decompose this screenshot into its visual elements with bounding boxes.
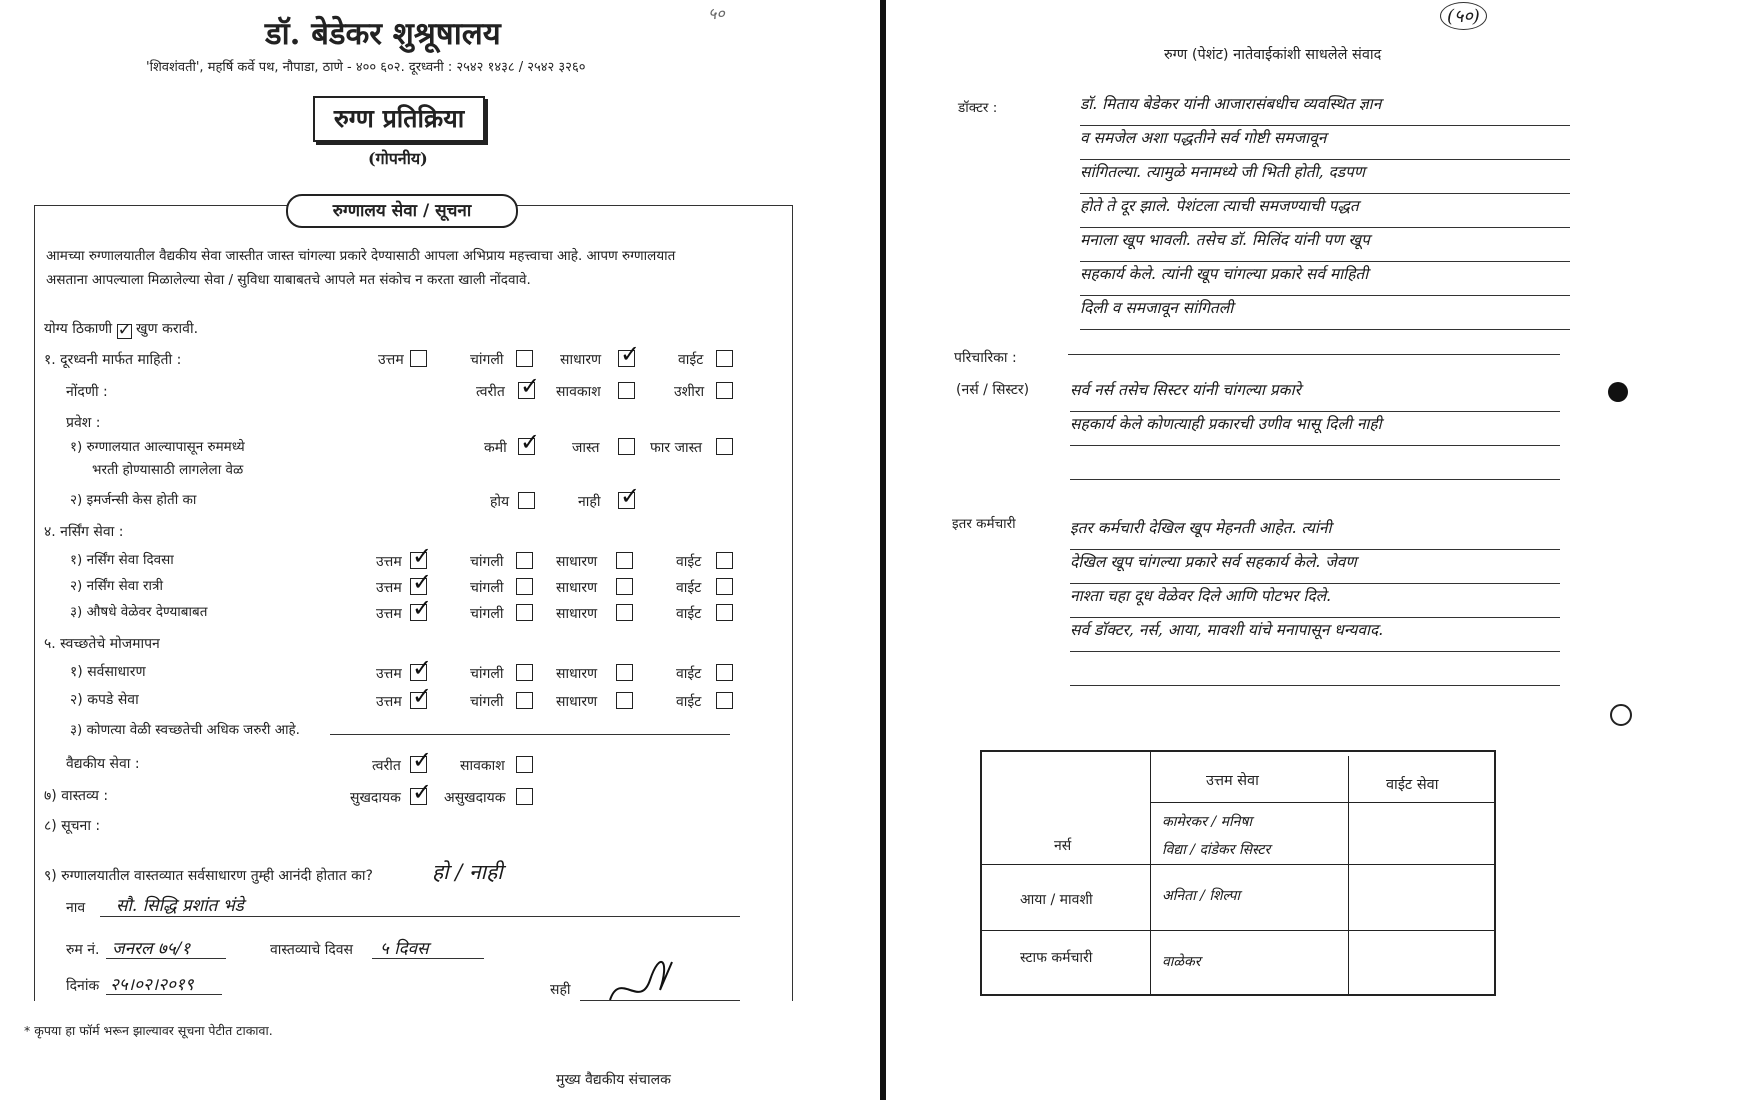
- signature-scribble: [600, 950, 680, 1010]
- q5-1-good-checkbox[interactable]: [516, 664, 533, 681]
- q1-bad-checkbox[interactable]: [716, 350, 733, 367]
- form-title-box: [313, 96, 485, 142]
- q5-2-bad-checkbox[interactable]: [716, 692, 733, 709]
- q4-nursing: ४. नर्सिंग सेवा :: [44, 524, 124, 540]
- conversation-heading: रुग्ण (पेशंट) नातेवाईकांशी साधलेले संवाद: [1164, 47, 1382, 63]
- other-staff-blank-line: [1070, 652, 1560, 686]
- q5-1-average-label: साधारण: [556, 666, 598, 682]
- table-row-aaya-label: आया / मावशी: [1020, 892, 1093, 908]
- q3-less-checkbox[interactable]: [518, 438, 535, 455]
- page-number-mark: ५०: [708, 4, 725, 23]
- q1-excellent-label: उत्तम: [378, 352, 404, 368]
- other-staff-line: इतर कर्मचारी देखिल खूप मेहनती आहेत. त्यांनी: [1070, 516, 1560, 550]
- q4-3-bad-checkbox[interactable]: [716, 604, 733, 621]
- q3-admission: प्रवेश :: [66, 415, 101, 431]
- q6-slow-checkbox[interactable]: [516, 756, 533, 773]
- punch-hole-mark: [1608, 382, 1628, 402]
- q3-too-much-label: फार जास्त: [650, 440, 703, 456]
- conversation-page: [888, 0, 1750, 1100]
- q4-2-excellent-label: उत्तम: [376, 580, 402, 596]
- q4-3-average-checkbox[interactable]: [616, 604, 633, 621]
- nurse-notes: [1070, 378, 1560, 480]
- other-staff-label: इतर कर्मचारी: [952, 516, 1016, 532]
- q9-happy: ९) रुग्णालयातील वास्तव्यात सर्वसाधारण तुम्ही आनंदी होतात का?: [44, 868, 373, 884]
- q4-1-good-label: चांगली: [470, 554, 504, 570]
- doctor-label: डॉक्टर :: [958, 100, 998, 116]
- q4-1-bad-label: वाईट: [676, 554, 702, 570]
- table-row-staff-good: वाळेकर: [1162, 954, 1201, 970]
- q3-more-checkbox[interactable]: [618, 438, 635, 455]
- table-header-good-service: उत्तम सेवा: [1206, 773, 1259, 789]
- q4-1-average-label: साधारण: [556, 554, 598, 570]
- q2-registration: नोंदणी :: [66, 384, 108, 400]
- stay-days-label: वास्तव्याचे दिवस: [270, 942, 354, 958]
- q4-1-excellent-checkbox[interactable]: [410, 552, 427, 569]
- date-label: दिनांक: [66, 978, 100, 994]
- signature-label: सही: [550, 982, 571, 998]
- hospital-name: डॉ. बेडेकर शुश्रूषालय: [265, 16, 501, 52]
- q4-3-medicine: ३) औषधे वेळेवर देण्याबाबत: [70, 604, 208, 620]
- q5-1-excellent-checkbox[interactable]: [410, 664, 427, 681]
- form-title: रुग्ण प्रतिक्रिया: [333, 104, 465, 133]
- intro-line-2: असताना आपल्याला मिळालेल्या सेवा / सुविधा याबाबतचे आपले मत संकोच न करता खाली नोंदवावे.: [46, 272, 531, 288]
- section-banner: [286, 194, 518, 228]
- q2-late-label: उशीरा: [674, 384, 705, 400]
- nurse-top-line: [1068, 354, 1560, 355]
- nurse-label: परिचारिका :: [954, 350, 1017, 366]
- q5-2-good-checkbox[interactable]: [516, 692, 533, 709]
- q5-1-general: १) सर्वसाधारण: [70, 664, 146, 680]
- q4-3-average-label: साधारण: [556, 606, 598, 622]
- nurse-line: सर्व नर्स तसेच सिस्टर यांनी चांगल्या प्रकारे: [1070, 378, 1560, 412]
- mark-instruction: [44, 319, 198, 338]
- nurse-line: सहकार्य केले कोणत्याही प्रकारची उणीव भासू दिली नाही: [1070, 412, 1560, 446]
- q5-cleanliness: ५. स्वच्छतेचे मोजमापन: [44, 636, 160, 652]
- q1-phone-info: १. दूरध्वनी मार्फत माहिती :: [44, 352, 182, 368]
- doctor-line: दिली व समजावून सांगितली: [1080, 296, 1570, 330]
- q4-2-good-checkbox[interactable]: [516, 578, 533, 595]
- q4-3-good-label: चांगली: [470, 606, 504, 622]
- q2-slow-label: सावकाश: [556, 384, 601, 400]
- q1-excellent-checkbox[interactable]: [410, 350, 427, 367]
- doctor-notes: [1080, 92, 1570, 330]
- name-label: नाव: [66, 900, 86, 916]
- q7-stay: ७) वास्तव्य :: [44, 788, 109, 804]
- confidential-label: (गोपनीय): [368, 149, 428, 168]
- q5-3-when: ३) कोणत्या वेळी स्वच्छतेची अधिक जरुरी आहे.: [70, 722, 300, 738]
- room-value: जनरल ७५/१: [112, 939, 191, 959]
- q5-2-good-label: चांगली: [470, 694, 504, 710]
- q5-2-excellent-label: उत्तम: [376, 694, 402, 710]
- intro-line-1: आमच्या रुग्णालयातील वैद्यकीय सेवा जास्तीत जास्त चांगल्या प्रकारे देण्यासाठी आपला अभिप्राय महत्त्वाचा आहे. आपण रुग्णालयात: [46, 248, 676, 264]
- name-line: [100, 916, 740, 917]
- nurse-sublabel: (नर्स / सिस्टर): [956, 382, 1030, 398]
- chief-medical-director: मुख्य वैद्यकीय संचालक: [556, 1072, 671, 1088]
- q4-2-good-label: चांगली: [470, 580, 504, 596]
- q3-too-much-checkbox[interactable]: [716, 438, 733, 455]
- mark-instruction-post: खुण करावी.: [136, 321, 199, 337]
- q3-2-no-checkbox[interactable]: [618, 492, 635, 509]
- q3-2-yes-label: होय: [490, 494, 510, 510]
- q7-comfortable-label: सुखदायक: [350, 790, 401, 806]
- q8-suggestions: ८) सूचना :: [44, 818, 101, 834]
- binder-hole-mark: [1610, 704, 1632, 726]
- q1-average-checkbox[interactable]: [618, 350, 635, 367]
- q4-2-bad-checkbox[interactable]: [716, 578, 733, 595]
- q3-1-line-a: १) रुग्णालयात आल्यापासून रुममध्ये: [70, 439, 245, 455]
- q4-3-bad-label: वाईट: [676, 606, 702, 622]
- q2-slow-checkbox[interactable]: [618, 382, 635, 399]
- table-header-underline: [1150, 802, 1494, 803]
- q4-1-bad-checkbox[interactable]: [716, 552, 733, 569]
- q4-2-excellent-checkbox[interactable]: [410, 578, 427, 595]
- table-row-nurse-label: नर्स: [1054, 838, 1072, 854]
- q3-2-emergency: २) इमर्जन्सी केस होती का: [70, 492, 197, 508]
- table-row-aaya-good: अनिता / शिल्पा: [1162, 888, 1241, 904]
- q3-2-yes-checkbox[interactable]: [518, 492, 535, 509]
- q5-1-excellent-label: उत्तम: [376, 666, 402, 682]
- other-staff-line: सर्व डॉक्टर, नर्स, आया, मावशी यांचे मनापासून धन्यवाद.: [1070, 618, 1560, 652]
- q4-1-day: १) नर्सिंग सेवा दिवसा: [70, 552, 174, 568]
- q3-2-no-label: नाही: [578, 494, 601, 510]
- q2-late-checkbox[interactable]: [716, 382, 733, 399]
- q4-2-average-checkbox[interactable]: [616, 578, 633, 595]
- q7-comfortable-checkbox[interactable]: [410, 788, 427, 805]
- stay-days-line: [372, 958, 484, 959]
- doctor-line: होते ते दूर झाले. पेशंटला त्याची समजण्याची पद्धत: [1080, 194, 1570, 228]
- q9-answer: हो / नाही: [432, 860, 503, 884]
- q4-3-good-checkbox[interactable]: [516, 604, 533, 621]
- room-label: रुम नं.: [66, 942, 100, 958]
- other-staff-line: देखिल खूप चांगल्या प्रकारे सर्व सहकार्य केले. जेवण: [1070, 550, 1560, 584]
- signature-line: [580, 1000, 740, 1001]
- q4-3-excellent-label: उत्तम: [376, 606, 402, 622]
- mark-instruction-pre: योग्य ठिकाणी: [44, 321, 113, 337]
- stay-days-value: ५ दिवस: [380, 939, 429, 959]
- q5-2-average-checkbox[interactable]: [616, 692, 633, 709]
- q6-fast-checkbox[interactable]: [410, 756, 427, 773]
- date-line: [106, 994, 222, 995]
- q5-1-bad-label: वाईट: [676, 666, 702, 682]
- room-line: [106, 958, 226, 959]
- other-staff-line: नाश्ता चहा दूध वेळेवर दिले आणि पोटभर दिले.: [1070, 584, 1560, 618]
- q5-2-bad-label: वाईट: [676, 694, 702, 710]
- date-value: २५।०२।२०१९: [110, 975, 194, 995]
- q5-2-clothes: २) कपडे सेवा: [70, 692, 139, 708]
- q1-good-checkbox[interactable]: [516, 350, 533, 367]
- q6-slow-label: सावकाश: [460, 758, 505, 774]
- doctor-line: मनाला खूप भावली. तसेच डॉ. मिलिंद यांनी पण खूप: [1080, 228, 1570, 262]
- doctor-line: सांगितल्या. त्यामुळे मनामध्ये जी भिती होती, दडपण: [1080, 160, 1570, 194]
- q4-1-average-checkbox[interactable]: [616, 552, 633, 569]
- page-number-mark-circled: (५०): [1440, 2, 1487, 30]
- doctor-line: सहकार्य केले. त्यांनी खूप चांगल्या प्रकारे सर्व माहिती: [1080, 262, 1570, 296]
- q6-medical-service: वैद्यकीय सेवा :: [66, 756, 140, 772]
- table-row-divider-2: [982, 930, 1494, 931]
- hospital-address: 'शिवशंवती', महर्षि कर्वे पथ, नौपाडा, ठाणे - ४०० ६०२. दूरध्वनी : २५४२ १४३८ / २५४२ ३२६०: [146, 60, 586, 75]
- table-row-divider-1: [982, 864, 1494, 865]
- q2-fast-checkbox[interactable]: [518, 382, 535, 399]
- q4-2-bad-label: वाईट: [676, 580, 702, 596]
- q3-less-label: कमी: [484, 440, 507, 456]
- q5-1-good-label: चांगली: [470, 666, 504, 682]
- other-staff-notes: [1070, 516, 1560, 686]
- q3-1-line-b: भरती होण्यासाठी लागलेला वेळ: [92, 462, 244, 478]
- q4-2-night: २) नर्सिंग सेवा रात्री: [70, 578, 163, 594]
- table-col-divider-2: [1348, 756, 1349, 994]
- q3-more-label: जास्त: [572, 440, 600, 456]
- q7-uncomfortable-label: असुखदायक: [444, 790, 506, 806]
- q1-average-label: साधारण: [560, 352, 602, 368]
- q5-3-answer-line[interactable]: [330, 734, 730, 735]
- table-col-divider-1: [1150, 752, 1151, 994]
- service-table: [980, 750, 1496, 996]
- name-value: सौ. सिद्धि प्रशांत भंडे: [116, 896, 244, 916]
- table-row-staff-label: स्टाफ कर्मचारी: [1020, 950, 1093, 966]
- q4-1-excellent-label: उत्तम: [376, 554, 402, 570]
- table-header-bad-service: वाईट सेवा: [1386, 777, 1439, 793]
- footnote: * कृपया हा फॉर्म भरून झाल्यावर सूचना पेटीत टाकावा.: [24, 1023, 273, 1038]
- q2-fast-label: त्वरीत: [476, 384, 505, 400]
- q6-fast-label: त्वरीत: [372, 758, 401, 774]
- doctor-line: व समजेल अशा पद्धतीने सर्व गोष्टी समजावून: [1080, 126, 1570, 160]
- q5-2-average-label: साधारण: [556, 694, 598, 710]
- q5-1-bad-checkbox[interactable]: [716, 664, 733, 681]
- sample-check-icon: ✓: [117, 320, 132, 340]
- q1-good-label: चांगली: [470, 352, 504, 368]
- q5-1-average-checkbox[interactable]: [616, 664, 633, 681]
- q4-1-good-checkbox[interactable]: [516, 552, 533, 569]
- nurse-blank-line: [1070, 446, 1560, 480]
- q4-3-excellent-checkbox[interactable]: [410, 604, 427, 621]
- doctor-line: डॉ. मिताय बेडेकर यांनी आजारासंबधीच व्यवस्थित ज्ञान: [1080, 92, 1570, 126]
- section-banner-text: रुग्णालय सेवा / सूचना: [332, 201, 472, 221]
- q5-2-excellent-checkbox[interactable]: [410, 692, 427, 709]
- q7-uncomfortable-checkbox[interactable]: [516, 788, 533, 805]
- table-row-nurse-good: कामेरकर / मनिषा विद्या / दांडेकर सिस्टर: [1162, 814, 1271, 858]
- q1-bad-label: वाईट: [678, 352, 704, 368]
- q4-2-average-label: साधारण: [556, 580, 598, 596]
